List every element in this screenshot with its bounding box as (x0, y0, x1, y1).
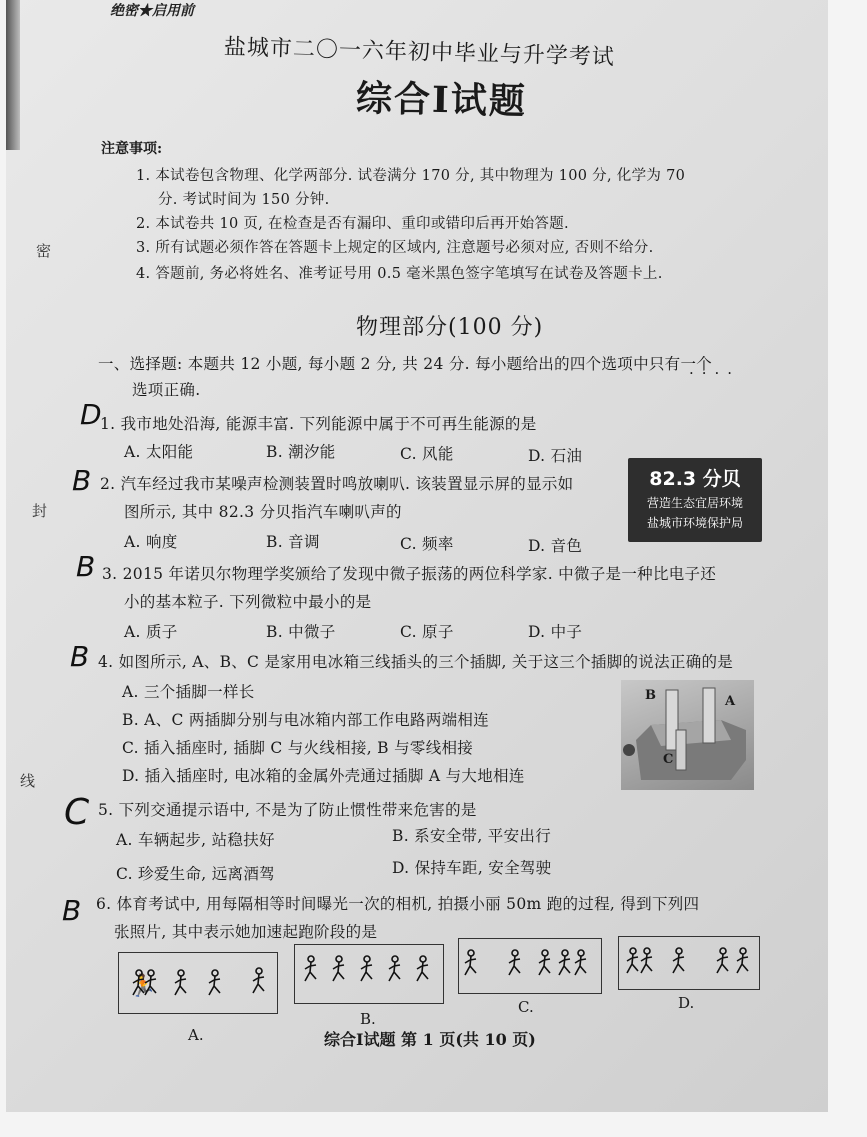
binding-mark-feng: 封 (32, 502, 48, 520)
question-3-stem-cont: 小的基本粒子. 下列微粒中最小的是 (124, 593, 372, 611)
question-4-option-a: A. 三个插脚一样长 (122, 683, 255, 701)
emphasis-dots: ···· (689, 364, 741, 382)
paper-title: 综合Ⅰ试题 (355, 77, 528, 123)
runner-sequence-c (459, 939, 601, 993)
note-item: 3. 所有试题必须作答在答题卡上规定的区域内, 注意题号必须对应, 否则不给分. (136, 240, 654, 256)
question-2-option-d: D. 音色 (528, 537, 583, 555)
note-item: 2. 本试卷共 10 页, 在检查是否有漏印、重印或错印后再开始答题. (136, 216, 569, 232)
question-2-option-c: C. 频率 (400, 535, 454, 553)
noise-display-figure (628, 458, 762, 542)
part-heading-cont: 选项正确. (132, 381, 201, 399)
question-1-option-a: A. 太阳能 (124, 443, 194, 461)
question-6-stem-cont: 张照片, 其中表示她加速起跑阶段的是 (114, 923, 378, 941)
photo-option-d (618, 936, 760, 990)
question-5-option-c: C. 珍爱生命, 远离酒驾 (116, 865, 275, 883)
note-item: 4. 答题前, 务必将姓名、准考证号用 0.5 毫米黑色签字笔填写在试卷及答题卡上. (136, 266, 663, 282)
question-3-option-d: D. 中子 (528, 623, 583, 641)
question-4-stem: 4. 如图所示, A、B、C 是家用电冰箱三线插头的三个插脚, 关于这三个插脚的说法正确的是 (98, 653, 734, 671)
photo-label-b: B. (360, 1010, 376, 1028)
runner-sequence-d (619, 937, 759, 989)
noise-display-line1: 营造生态宜居环境 (646, 496, 743, 510)
photo-option-c (458, 938, 602, 994)
question-5-option-a: A. 车辆起步, 站稳扶好 (116, 831, 275, 849)
runner-sequence-a (119, 953, 277, 1013)
exam-title: 盐城市二〇一六年初中毕业与升学考试 (223, 35, 616, 71)
pin-label-c: C (663, 752, 674, 767)
question-2-stem: 2. 汽车经过我市某噪声检测装置时鸣放喇叭. 该装置显示屏的显示如 (100, 475, 574, 493)
noise-display-value: 82.3 分贝 (649, 468, 741, 490)
exam-paper (6, 0, 828, 1112)
question-3-option-a: A. 质子 (124, 623, 178, 641)
section-title: 物理部分(100 分) (356, 315, 544, 340)
question-1-option-c: C. 风能 (400, 445, 454, 463)
question-2-option-a: A. 响度 (124, 533, 178, 551)
question-4-option-b: B. A、C 两插脚分别与电冰箱内部工作电路两端相连 (122, 711, 490, 729)
question-5-stem: 5. 下列交通提示语中, 不是为了防止惯性带来危害的是 (98, 801, 477, 819)
note-item: 1. 本试卷包含物理、化学两部分. 试卷满分 170 分, 其中物理为 100 分, 化学为 70 (136, 168, 686, 184)
handwritten-answer-2: B (72, 464, 92, 497)
page-edge-shadow (6, 0, 20, 150)
handwritten-answer-6: B (62, 894, 82, 927)
part-heading: 一、选择题: 本题共 12 小题, 每小题 2 分, 共 24 分. 每小题给出的四个选项中只有一个 (98, 355, 713, 373)
secret-mark: 绝密★启用前 (110, 3, 194, 19)
question-4-option-d: D. 插入插座时, 电冰箱的金属外壳通过插脚 A 与大地相连 (122, 767, 525, 785)
question-4-option-c: C. 插入插座时, 插脚 C 与火线相接, B 与零线相接 (122, 739, 474, 757)
handwritten-answer-4: B (70, 640, 90, 673)
svg-text:🏃: 🏃 (129, 974, 157, 999)
handwritten-answer-3: B (76, 550, 96, 583)
question-3-stem: 3. 2015 年诺贝尔物理学奖颁给了发现中微子振荡的两位科学家. 中微子是一种比电子还 (102, 565, 717, 583)
photo-label-c: C. (518, 998, 534, 1016)
plug-figure (621, 680, 754, 790)
handwritten-answer-1: D (80, 398, 102, 431)
notes-title: 注意事项: (101, 141, 163, 157)
question-1-option-b: B. 潮汐能 (266, 443, 336, 461)
question-1-stem: 1. 我市地处沿海, 能源丰富. 下列能源中属于不可再生能源的是 (100, 415, 537, 433)
runner-sequence-b (295, 945, 443, 1003)
photo-option-a (118, 952, 278, 1014)
photo-label-d: D. (678, 994, 695, 1012)
question-3-option-c: C. 原子 (400, 623, 454, 641)
photo-option-b (294, 944, 444, 1004)
note-item: 分. 考试时间为 150 分钟. (158, 192, 330, 208)
pin-label-a: A (725, 694, 736, 709)
photo-label-a: A. (188, 1026, 204, 1044)
question-2-stem-cont: 图所示, 其中 82.3 分贝指汽车喇叭声的 (124, 503, 402, 521)
question-6-stem: 6. 体育考试中, 用每隔相等时间曝光一次的相机, 拍摄小丽 50m 跑的过程, 得到下列四 (96, 895, 700, 913)
question-3-option-b: B. 中微子 (266, 623, 336, 641)
question-2-option-b: B. 音调 (266, 533, 320, 551)
handwritten-answer-5: C (64, 792, 90, 833)
binding-mark-xian: 线 (20, 772, 36, 790)
noise-display-line2: 盐城市环境保护局 (646, 516, 743, 530)
binding-mark-mi: 密 (36, 242, 52, 260)
page-footer: 综合Ⅰ试题 第 1 页(共 10 页) (324, 1030, 536, 1049)
question-5-option-b: B. 系安全带, 平安出行 (392, 827, 551, 845)
question-5-option-d: D. 保持车距, 安全驾驶 (392, 859, 552, 877)
question-1-option-d: D. 石油 (528, 447, 583, 465)
pin-label-b: B (645, 688, 656, 703)
